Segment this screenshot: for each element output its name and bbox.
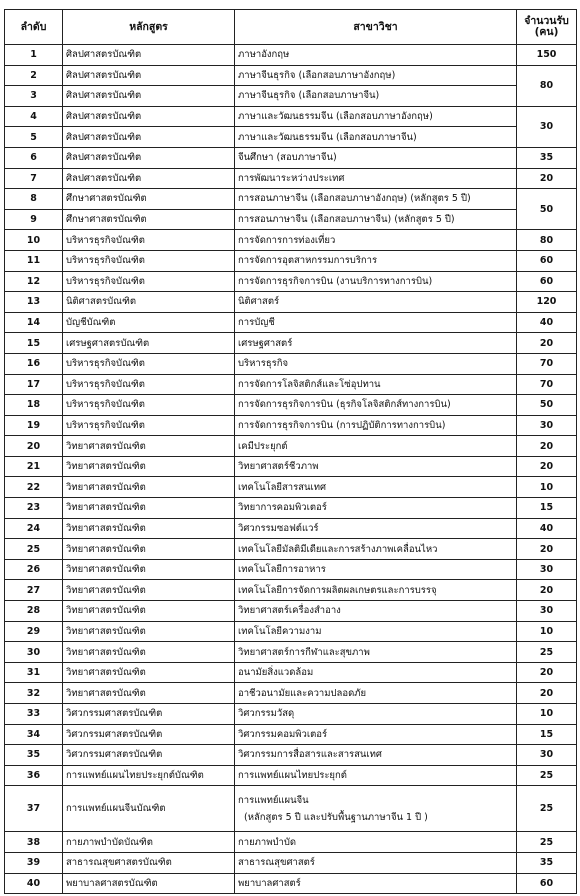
capacity-cell: 80 — [517, 65, 577, 106]
capacity-cell: 15 — [517, 724, 577, 745]
program-cell: ศึกษาศาสตรบัณฑิต — [63, 189, 235, 210]
table-row — [5, 374, 577, 395]
capacity-cell: 20 — [517, 456, 577, 477]
row-number: 15 — [5, 333, 63, 354]
row-number: 17 — [5, 374, 63, 395]
major-cell: การแพทย์แผนไทยประยุกต์ — [235, 765, 517, 786]
capacity-cell: 60 — [517, 873, 577, 894]
capacity-cell: 30 — [517, 601, 577, 622]
capacity-cell: 40 — [517, 312, 577, 333]
row-number: 12 — [5, 271, 63, 292]
row-number: 3 — [5, 86, 63, 107]
row-number: 14 — [5, 312, 63, 333]
table-row — [5, 415, 577, 436]
program-cell: วิทยาศาสตรบัณฑิต — [63, 539, 235, 560]
table-row — [5, 127, 577, 148]
table-row — [5, 786, 577, 832]
major-cell: การสอนภาษาจีน (เลือกสอบภาษาจีน) (หลักสูตร 5 ปี) — [235, 209, 517, 230]
table-row — [5, 601, 577, 622]
program-cell: ศิลปศาสตรบัณฑิต — [63, 168, 235, 189]
row-number: 34 — [5, 724, 63, 745]
program-cell: การแพทย์แผนไทยประยุกต์บัณฑิต — [63, 765, 235, 786]
capacity-cell: 10 — [517, 621, 577, 642]
major-cell: การจัดการธุรกิจการบิน (การปฏิบัติการทางการบิน) — [235, 415, 517, 436]
capacity-cell: 60 — [517, 250, 577, 271]
program-cell: วิทยาศาสตรบัณฑิต — [63, 662, 235, 683]
table-row — [5, 333, 577, 354]
table-row — [5, 621, 577, 642]
program-cell: วิทยาศาสตรบัณฑิต — [63, 683, 235, 704]
capacity-cell: 20 — [517, 580, 577, 601]
table-row — [5, 765, 577, 786]
table-row — [5, 539, 577, 560]
table-row — [5, 106, 577, 127]
major-cell: การพัฒนาระหว่างประเทศ — [235, 168, 517, 189]
table-row — [5, 436, 577, 457]
row-number: 13 — [5, 292, 63, 313]
capacity-cell: 30 — [517, 745, 577, 766]
header-no: ลำดับ — [5, 10, 63, 45]
table-row — [5, 642, 577, 663]
major-cell: เทคโนโลยีการอาหาร — [235, 559, 517, 580]
program-cell: บัญชีบัณฑิต — [63, 312, 235, 333]
row-number: 29 — [5, 621, 63, 642]
capacity-cell: 20 — [517, 683, 577, 704]
major-cell: เศรษฐศาสตร์ — [235, 333, 517, 354]
program-cell: วิทยาศาสตรบัณฑิต — [63, 559, 235, 580]
major-cell: เทคโนโลยีความงาม — [235, 621, 517, 642]
table-row — [5, 292, 577, 313]
capacity-cell: 25 — [517, 765, 577, 786]
row-number: 31 — [5, 662, 63, 683]
row-number: 35 — [5, 745, 63, 766]
major-cell: วิศวกรรมคอมพิวเตอร์ — [235, 724, 517, 745]
program-cell: วิศวกรรมศาสตรบัณฑิต — [63, 745, 235, 766]
table-row — [5, 45, 577, 66]
row-number: 4 — [5, 106, 63, 127]
row-number: 22 — [5, 477, 63, 498]
table-row — [5, 704, 577, 725]
major-cell: อาชีวอนามัยและความปลอดภัย — [235, 683, 517, 704]
program-cell: วิศวกรรมศาสตรบัณฑิต — [63, 704, 235, 725]
table-row — [5, 168, 577, 189]
capacity-cell: 50 — [517, 395, 577, 416]
row-number: 7 — [5, 168, 63, 189]
table-row — [5, 312, 577, 333]
row-number: 40 — [5, 873, 63, 894]
program-cell: นิติศาสตรบัณฑิต — [63, 292, 235, 313]
row-number: 27 — [5, 580, 63, 601]
program-cell: ศิลปศาสตรบัณฑิต — [63, 65, 235, 86]
program-cell: บริหารธุรกิจบัณฑิต — [63, 415, 235, 436]
capacity-cell: 20 — [517, 436, 577, 457]
capacity-cell: 10 — [517, 477, 577, 498]
table-row — [5, 518, 577, 539]
major-cell: วิทยาการคอมพิวเตอร์ — [235, 498, 517, 519]
table-row — [5, 395, 577, 416]
header-capacity-line1: จำนวนรับ — [524, 15, 569, 27]
table-row — [5, 209, 577, 230]
row-number: 33 — [5, 704, 63, 725]
row-number: 1 — [5, 45, 63, 66]
program-cell: วิทยาศาสตรบัณฑิต — [63, 621, 235, 642]
capacity-cell: 25 — [517, 642, 577, 663]
major-cell: วิทยาศาสตร์ชีวภาพ — [235, 456, 517, 477]
program-cell: พยาบาลศาสตรบัณฑิต — [63, 873, 235, 894]
row-number: 25 — [5, 539, 63, 560]
table-row — [5, 353, 577, 374]
major-cell: บริหารธุรกิจ — [235, 353, 517, 374]
major-cell: เทคโนโลยีสารสนเทศ — [235, 477, 517, 498]
row-number: 39 — [5, 852, 63, 873]
table-row — [5, 250, 577, 271]
row-number: 23 — [5, 498, 63, 519]
table-row — [5, 230, 577, 251]
table-row — [5, 559, 577, 580]
major-cell: วิศวกรรมซอฟต์แวร์ — [235, 518, 517, 539]
table-row — [5, 745, 577, 766]
major-cell: ภาษาและวัฒนธรรมจีน (เลือกสอบภาษาจีน) — [235, 127, 517, 148]
program-cell: เศรษฐศาสตรบัณฑิต — [63, 333, 235, 354]
capacity-cell: 60 — [517, 271, 577, 292]
program-cell: ศึกษาศาสตรบัณฑิต — [63, 209, 235, 230]
row-number: 30 — [5, 642, 63, 663]
capacity-cell: 25 — [517, 786, 577, 832]
row-number: 38 — [5, 832, 63, 853]
program-cell: วิทยาศาสตรบัณฑิต — [63, 642, 235, 663]
major-cell: การบัญชี — [235, 312, 517, 333]
program-cell: ศิลปศาสตรบัณฑิต — [63, 106, 235, 127]
table-row — [5, 498, 577, 519]
program-cell: วิศวกรรมศาสตรบัณฑิต — [63, 724, 235, 745]
major-line-1: การแพทย์แผนจีน — [238, 794, 309, 806]
capacity-cell: 40 — [517, 518, 577, 539]
header-major: สาขาวิชา — [235, 10, 517, 45]
table-row — [5, 832, 577, 853]
program-cell: บริหารธุรกิจบัณฑิต — [63, 271, 235, 292]
capacity-cell: 80 — [517, 230, 577, 251]
row-number: 18 — [5, 395, 63, 416]
capacity-cell: 20 — [517, 539, 577, 560]
row-number: 9 — [5, 209, 63, 230]
capacity-cell: 150 — [517, 45, 577, 66]
capacity-cell: 30 — [517, 415, 577, 436]
major-cell: เทคโนโลยีมัลติมีเดียและการสร้างภาพเคลื่อนไหว — [235, 539, 517, 560]
major-cell: ภาษาจีนธุรกิจ (เลือกสอบภาษาจีน) — [235, 86, 517, 107]
table-row — [5, 456, 577, 477]
major-cell: วิศวกรรมการสื่อสารและสารสนเทศ — [235, 745, 517, 766]
capacity-cell: 35 — [517, 147, 577, 168]
table-header-row — [5, 10, 577, 45]
major-cell: วิศวกรรมวัสดุ — [235, 704, 517, 725]
major-cell: การจัดการการท่องเที่ยว — [235, 230, 517, 251]
program-cell: ศิลปศาสตรบัณฑิต — [63, 86, 235, 107]
row-number: 32 — [5, 683, 63, 704]
capacity-cell: 20 — [517, 662, 577, 683]
row-number: 37 — [5, 786, 63, 832]
program-cell: บริหารธุรกิจบัณฑิต — [63, 353, 235, 374]
major-cell: กายภาพบำบัด — [235, 832, 517, 853]
table-row — [5, 147, 577, 168]
major-cell: อนามัยสิ่งแวดล้อม — [235, 662, 517, 683]
table-body — [5, 45, 577, 894]
capacity-cell: 70 — [517, 353, 577, 374]
major-line-2: (หลักสูตร 5 ปี และปรับพื้นฐานภาษาจีน 1 ปี ) — [244, 811, 428, 823]
row-number: 20 — [5, 436, 63, 457]
program-cell: สาธารณสุขศาสตรบัณฑิต — [63, 852, 235, 873]
row-number: 5 — [5, 127, 63, 148]
major-cell: การสอนภาษาจีน (เลือกสอบภาษาอังกฤษ) (หลักสูตร 5 ปี) — [235, 189, 517, 210]
table-row — [5, 580, 577, 601]
row-number: 28 — [5, 601, 63, 622]
table-row — [5, 86, 577, 107]
table-row — [5, 683, 577, 704]
header-capacity-line2: (คน) — [534, 26, 559, 38]
major-cell: ภาษาจีนธุรกิจ (เลือกสอบภาษาอังกฤษ) — [235, 65, 517, 86]
capacity-cell: 30 — [517, 106, 577, 147]
major-cell: จีนศึกษา (สอบภาษาจีน) — [235, 147, 517, 168]
table-row — [5, 852, 577, 873]
row-number: 21 — [5, 456, 63, 477]
table-row — [5, 662, 577, 683]
capacity-cell: 10 — [517, 704, 577, 725]
row-number: 16 — [5, 353, 63, 374]
capacity-cell: 15 — [517, 498, 577, 519]
program-cell: บริหารธุรกิจบัณฑิต — [63, 230, 235, 251]
program-cell: วิทยาศาสตรบัณฑิต — [63, 456, 235, 477]
major-cell: การจัดการธุรกิจการบิน (ธุรกิจโลจิสติกส์ทางการบิน) — [235, 395, 517, 416]
major-cell: นิติศาสตร์ — [235, 292, 517, 313]
program-cell: บริหารธุรกิจบัณฑิต — [63, 374, 235, 395]
major-cell: การจัดการธุรกิจการบิน (งานบริการทางการบิน) — [235, 271, 517, 292]
major-cell: ภาษาอังกฤษ — [235, 45, 517, 66]
program-cell: ศิลปศาสตรบัณฑิต — [63, 127, 235, 148]
program-cell: บริหารธุรกิจบัณฑิต — [63, 250, 235, 271]
table-row — [5, 724, 577, 745]
admission-table — [4, 9, 577, 894]
capacity-cell: 20 — [517, 333, 577, 354]
program-cell: กายภาพบำบัดบัณฑิต — [63, 832, 235, 853]
capacity-cell: 25 — [517, 832, 577, 853]
program-cell: การแพทย์แผนจีนบัณฑิต — [63, 786, 235, 832]
header-program: หลักสูตร — [63, 10, 235, 45]
program-cell: วิทยาศาสตรบัณฑิต — [63, 477, 235, 498]
capacity-cell: 70 — [517, 374, 577, 395]
major-cell: ภาษาและวัฒนธรรมจีน (เลือกสอบภาษาอังกฤษ) — [235, 106, 517, 127]
table-row — [5, 477, 577, 498]
row-number: 24 — [5, 518, 63, 539]
row-number: 26 — [5, 559, 63, 580]
table-row — [5, 271, 577, 292]
row-number: 2 — [5, 65, 63, 86]
row-number: 19 — [5, 415, 63, 436]
program-cell: วิทยาศาสตรบัณฑิต — [63, 601, 235, 622]
major-cell: สาธารณสุขศาสตร์ — [235, 852, 517, 873]
program-cell: บริหารธุรกิจบัณฑิต — [63, 395, 235, 416]
row-number: 36 — [5, 765, 63, 786]
row-number: 6 — [5, 147, 63, 168]
row-number: 11 — [5, 250, 63, 271]
row-number: 10 — [5, 230, 63, 251]
program-cell: ศิลปศาสตรบัณฑิต — [63, 147, 235, 168]
capacity-cell: 30 — [517, 559, 577, 580]
program-cell: วิทยาศาสตรบัณฑิต — [63, 518, 235, 539]
capacity-cell: 120 — [517, 292, 577, 313]
capacity-cell: 35 — [517, 852, 577, 873]
program-cell: วิทยาศาสตรบัณฑิต — [63, 436, 235, 457]
major-cell: วิทยาศาสตร์การกีฬาและสุขภาพ — [235, 642, 517, 663]
major-cell: พยาบาลศาสตร์ — [235, 873, 517, 894]
program-cell: วิทยาศาสตรบัณฑิต — [63, 580, 235, 601]
table-row — [5, 65, 577, 86]
major-cell — [235, 786, 517, 832]
row-number: 8 — [5, 189, 63, 210]
program-cell: วิทยาศาสตรบัณฑิต — [63, 498, 235, 519]
major-cell: เทคโนโลยีการจัดการผลิตผลเกษตรและการบรรจุ — [235, 580, 517, 601]
major-cell: วิทยาศาสตร์เครื่องสำอาง — [235, 601, 517, 622]
header-capacity — [517, 10, 577, 45]
capacity-cell: 20 — [517, 168, 577, 189]
capacity-cell: 50 — [517, 189, 577, 230]
table-row — [5, 189, 577, 210]
major-cell: การจัดการโลจิสติกส์และโซ่อุปทาน — [235, 374, 517, 395]
program-cell: ศิลปศาสตรบัณฑิต — [63, 45, 235, 66]
major-cell: เคมีประยุกต์ — [235, 436, 517, 457]
major-cell: การจัดการอุตสาหกรรมการบริการ — [235, 250, 517, 271]
table-row — [5, 873, 577, 894]
